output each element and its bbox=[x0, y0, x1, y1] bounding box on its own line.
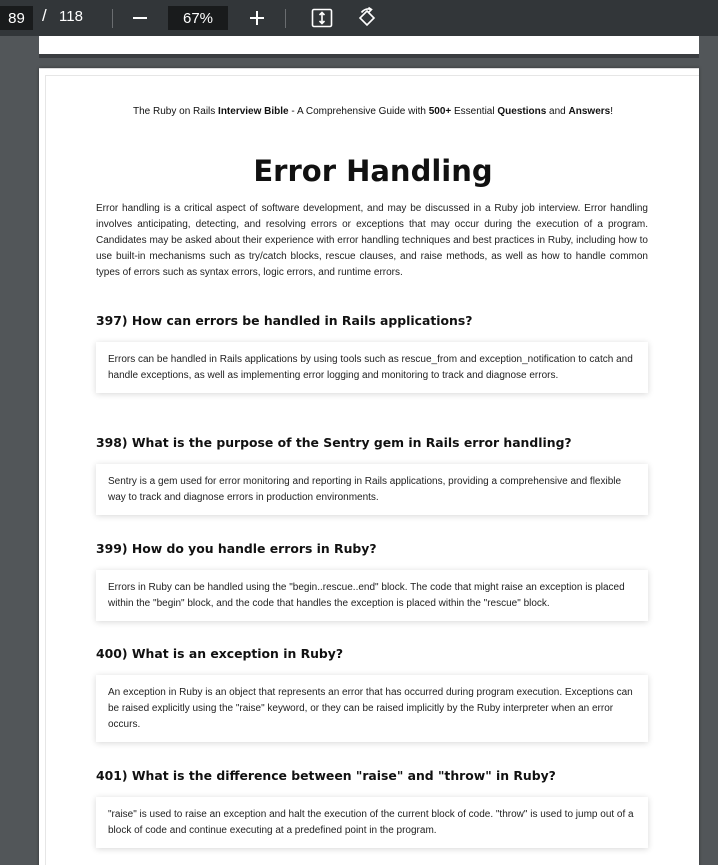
page-content bbox=[45, 75, 699, 865]
question-heading: 401) What is the difference between "raise" and "throw" in Ruby? bbox=[96, 768, 556, 783]
plus-icon[interactable] bbox=[245, 6, 269, 30]
page-total: 118 bbox=[59, 8, 83, 25]
question-heading: 400) What is an exception in Ruby? bbox=[96, 646, 344, 661]
intro-paragraph: Error handling is a critical aspect of software development, and may be discussed in a Ruby job interview. Error handling involves anticipating, detecting, and resolving errors or exceptions that may occur during the execution of a program. Candidates may be asked about their experience with error handling techniques and best practices in Ruby, including how to use built-in mechanisms such as try/catch blocks, rescue clauses, and raise methods, as well as how to handle common types of errors such as syntax errors, logic errors, and runtime errors. bbox=[96, 203, 648, 279]
page-separator: / bbox=[42, 6, 47, 25]
answer-box: An exception in Ruby is an object that represents an error that has occurred during program execution. Exceptions can be raised explicitly using the "raise" keyword, or they can be raised implicitly by the Ruby interpreter when an error occurs. bbox=[96, 675, 648, 742]
chapter-title: Error Handling bbox=[253, 154, 493, 188]
fit-page-icon[interactable] bbox=[310, 6, 334, 30]
answer-box: "raise" is used to raise an exception and halt the execution of the current block of code. "throw" is used to jump out of a block of code and continue executing at a predefined point in the program. bbox=[96, 797, 648, 848]
question-heading: 398) What is the purpose of the Sentry gem in Rails error handling? bbox=[96, 435, 572, 450]
question-heading: 397) How can errors be handled in Rails applications? bbox=[96, 313, 473, 328]
toolbar-divider bbox=[285, 9, 286, 28]
answer-box: Errors in Ruby can be handled using the "begin..rescue..end" block. The code that might raise an exception is placed within the "begin" block, and the code that handles the exception is placed within the "rescue" block. bbox=[96, 570, 648, 621]
rotate-icon[interactable] bbox=[355, 6, 379, 30]
previous-page bbox=[39, 36, 699, 58]
running-head: The Ruby on Rails Interview Bible - A Comprehensive Guide with 500+ Essential Questions and Answers! bbox=[133, 106, 613, 117]
answer-box: Errors can be handled in Rails applications by using tools such as rescue_from and exception_notification to catch and handle exceptions, as well as implementing error logging and monitoring to track and diagnose errors. bbox=[96, 342, 648, 393]
page-number-input[interactable]: 89 bbox=[0, 6, 33, 30]
answer-box: Sentry is a gem used for error monitoring and reporting in Rails applications, providing a comprehensive and flexible way to track and diagnose errors in production environments. bbox=[96, 464, 648, 515]
zoom-level-input[interactable]: 67% bbox=[168, 6, 228, 30]
pdf-toolbar bbox=[0, 0, 718, 36]
minus-icon[interactable] bbox=[128, 6, 152, 30]
question-heading: 399) How do you handle errors in Ruby? bbox=[96, 541, 377, 556]
pdf-page bbox=[39, 68, 699, 865]
toolbar-divider bbox=[112, 9, 113, 28]
